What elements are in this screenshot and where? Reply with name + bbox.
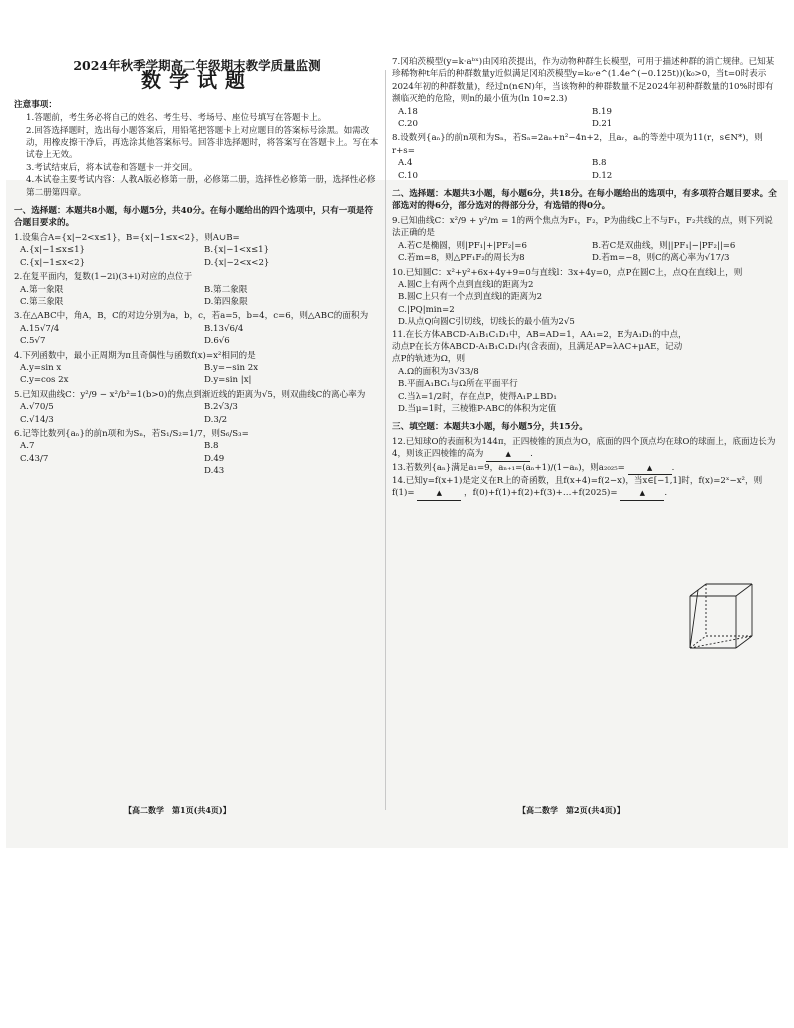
question-text: 14.已知y=f(x+1)是定义在R上的奇函数，且f(x+4)=f(2−x)，当x∈[−1,1]时，f(x)=2ˣ−x²，则f(1)= [392, 476, 763, 499]
options-5 [14, 401, 380, 426]
option: D.21 [592, 119, 613, 130]
option: B.第二象限 [204, 284, 248, 295]
option: C.5√7 [20, 336, 46, 347]
option: D.若m=−8，则C的离心率为√17/3 [592, 253, 730, 264]
figure-edge [736, 636, 752, 648]
option: A.7 [20, 441, 35, 452]
option: B.8 [592, 158, 607, 169]
option: C.√14/3 [20, 414, 54, 425]
question-4: 4.下列函数中，最小正周期为π且奇偶性与函数f(x)=x²相同的是 [14, 350, 256, 361]
option: C.若m=8，则△PF₁F₂的周长为8 [398, 253, 525, 264]
question-2: 2.在复平面内，复数(1−2i)(3+i)对应的点位于 [14, 272, 193, 283]
option: B.y=−sin 2x [204, 362, 259, 373]
option: D.43 [204, 466, 225, 477]
option: B.若C是双曲线，则||PF₁|−|PF₂||=6 [592, 240, 736, 251]
option: C.{x|−1≤x<2} [20, 257, 86, 268]
page-footer-left: 【高二数学 第1页(共4页)】 [124, 805, 231, 815]
question-7: 7.冈珀茨模型(y=k·aᵇˣ)由冈珀茨提出，作为动物种群生长模型，可用于描述种群的消亡规律。已知某珍稀物种t年后的种群数量y近似满足冈珀茨模型y=k₀·e^(1.4e^(−0.125t))(k₀>0，当t=0时表示2024年初的种群数量)，经过n(n∈N)年，当该物种的种群数量不足2024年初种群数量的10%时即有濒临灭绝的危险，则n的最小值为(ln 10≈2.3) [392, 57, 775, 105]
exam-title: 2024年秋季学期高二年级期末教学质量监测 [73, 58, 321, 73]
question-12: 12.已知球O的表面积为144π，正四棱锥的顶点为O，底面的四个顶点均在球O的球面上，底面边长为4，则该正四棱锥的高为 ▲ . [392, 436, 778, 462]
question-8: 8.设数列{aₙ}的前n项和为Sₙ，若Sₙ=2aₙ+n²−4n+2，且aᵣ，aₛ的等差中项为11(r，s∈N*)，则r+s= [392, 133, 763, 156]
question-9: 9.已知曲线C：x²/9 + y²/m = 1的两个焦点为F₁，F₂，P为曲线C上不与F₁，F₂共线的点，则下列说法正确的是 [392, 215, 773, 239]
options-10 [392, 279, 778, 329]
exam-subtitle: 数学试题 [141, 68, 253, 93]
option: C.当λ=1/2时，存在点P，使得A₁P⊥BD₁ [398, 391, 557, 402]
option: D.第四象限 [204, 296, 248, 307]
options-3 [14, 323, 380, 348]
option: D.3/2 [204, 414, 228, 425]
note-item: 2.回答选择题时，选出每小题答案后，用铅笔把答题卡上对应题目的答案标号涂黑。如需改动，用橡皮擦干净后，再选涂其他答案标号。回答非选择题时，将答案写在答题卡上。写在本试卷上无效。 [26, 125, 379, 161]
option: C.|PQ|min=2 [398, 304, 455, 315]
option: B.{x|−1<x≤1} [204, 245, 270, 256]
answer-blank: ▲ [628, 462, 672, 475]
figure-edge [690, 590, 698, 648]
options-11 [392, 366, 694, 416]
option: A.圆C上有两个点到直线l的距离为2 [398, 279, 534, 290]
option: D.6√6 [204, 336, 230, 347]
option: A.若C是椭圆，则|PF₁|+|PF₂|=6 [398, 240, 527, 251]
option: B.平面A₁BC₁与Ω所在平面平行 [398, 379, 518, 390]
options-8 [392, 157, 778, 182]
option: A.4 [398, 158, 413, 169]
option: D.从点Q向圆C引切线，切线长的最小值为2√5 [398, 317, 575, 328]
figure-edge [690, 636, 752, 648]
option: B.2√3/3 [204, 402, 238, 413]
answer-blank: ▲ [620, 487, 664, 500]
option: B.19 [592, 106, 612, 117]
section-heading: 三、填空题：本题共3小题，每小题5分，共15分。 [392, 422, 588, 433]
option: A.15√7/4 [20, 323, 60, 334]
page-footer-right: 【高二数学 第2页(共4页)】 [518, 805, 625, 815]
option: A.第一象限 [20, 284, 64, 295]
figure-edge [736, 584, 752, 596]
option: C.y=cos 2x [20, 375, 69, 386]
options-4 [14, 362, 380, 387]
option: D.12 [592, 170, 613, 181]
option: B.13√6/4 [204, 323, 244, 334]
section-heading: 一、选择题：本题共8小题，每小题5分，共40分。在每小题给出的四个选项中，只有一项是符合题目要求的。 [14, 206, 374, 229]
question-1: 1.设集合A={x|−2<x≤1}，B={x|−1≤x<2}，则A∪B= [14, 232, 240, 243]
option: D.y=sin |x| [204, 375, 252, 386]
option: A.18 [398, 106, 418, 117]
option: C.第三象限 [20, 296, 64, 307]
options-9 [392, 240, 778, 265]
option: D.{x|−2<x<2} [204, 257, 270, 268]
question-14: 14.已知y=f(x+1)是定义在R上的奇函数，且f(x+4)=f(2−x)，当x∈[−1,1]时，f(x)=2ˣ−x²，则f(1)= ▲ ，f(0)+f(1)+f(2)+f(3)+…+f(2025)= ▲ . [392, 475, 778, 501]
option: A.√70/5 [20, 402, 54, 413]
option: C.20 [398, 119, 418, 130]
question-6: 6.记等比数列{aₙ}的前n项和为Sₙ，若S₁/S₂=1/7，则S₆/S₃= [14, 428, 249, 439]
page-divider [385, 70, 386, 810]
question-text: 13.若数列{aₙ}满足a₁=9，aₙ₊₁=(aₙ+1)/(1−aₙ)，则a₂₀₂₅= [392, 462, 625, 473]
question-3: 3.在△ABC中，角A，B，C的对边分别为a，b，c，若a=5，b=4，c=6，则△ABC的面积为 [14, 311, 369, 322]
option: D.49 [204, 453, 225, 464]
page-right [392, 56, 778, 501]
options-6 [14, 440, 380, 477]
note-item: 3.考试结束后，将本试卷和答题卡一并交回。 [26, 162, 198, 173]
page-left [14, 56, 380, 480]
question-5: 5.已知双曲线C：y²/9 − x²/b²=1(b>0)的焦点到渐近线的距离为√5，则双曲线C的离心率为 [14, 389, 366, 400]
option: B.圆C上只有一个点到直线l的距离为2 [398, 292, 543, 303]
options-7 [392, 106, 778, 131]
question-text: ，f(0)+f(1)+f(2)+f(3)+…+f(2025)= [464, 488, 618, 499]
answer-blank: ▲ [417, 487, 461, 500]
question-11: 11.在长方体ABCD-A₁B₁C₁D₁中，AB=AD=1，AA₁=2，E为A₁D₁的中点，动点P在长方体ABCD-A₁B₁C₁D₁内(含表面)，且满足AP=λAC+μAE，记动点P的轨迹为Ω，则 [392, 329, 687, 365]
question-13: 13.若数列{aₙ}满足a₁=9，aₙ₊₁=(aₙ+1)/(1−aₙ)，则a₂₀₂₅= ▲ . [392, 462, 778, 475]
option: A.Ω的面积为3√33/8 [398, 366, 479, 377]
note-item: 4.本试卷主要考试内容：人教A版必修第一册，必修第二册，选择性必修第一册，选择性必修第二册第四章。 [26, 175, 376, 198]
question-10: 10.已知圆C：x²+y²+6x+4y+9=0与直线l：3x+4y=0，点P在圆C上，点Q在直线l上，则 [392, 267, 743, 278]
notes-heading: 注意事项： [14, 99, 57, 110]
option: D.当μ=1时，三棱锥P-ABC的体积为定值 [398, 403, 557, 414]
answer-blank: ▲ [486, 448, 530, 461]
option: C.43/7 [20, 453, 49, 464]
option: B.8 [204, 441, 219, 452]
section-heading: 二、选择题：本题共3小题，每小题6分，共18分。在每小题给出的选项中，有多项符合题目要求。全部选对的得6分，部分选对的得部分分，有选错的得0分。 [392, 189, 777, 212]
option: A.{x|−1≤x≤1} [20, 245, 85, 256]
option: C.10 [398, 170, 418, 181]
cuboid-figure [680, 574, 762, 656]
option: A.y=sin x [20, 362, 62, 373]
options-2 [14, 284, 380, 309]
note-item: 1.答题前，考生务必将自己的姓名、考生号、考场号、座位号填写在答题卡上。 [26, 113, 327, 124]
options-1 [14, 244, 380, 269]
question-text: 12.已知球O的表面积为144π，正四棱锥的顶点为O，底面的四个顶点均在球O的球面上，底面边长为4，则该正四棱锥的高为 [392, 436, 776, 460]
